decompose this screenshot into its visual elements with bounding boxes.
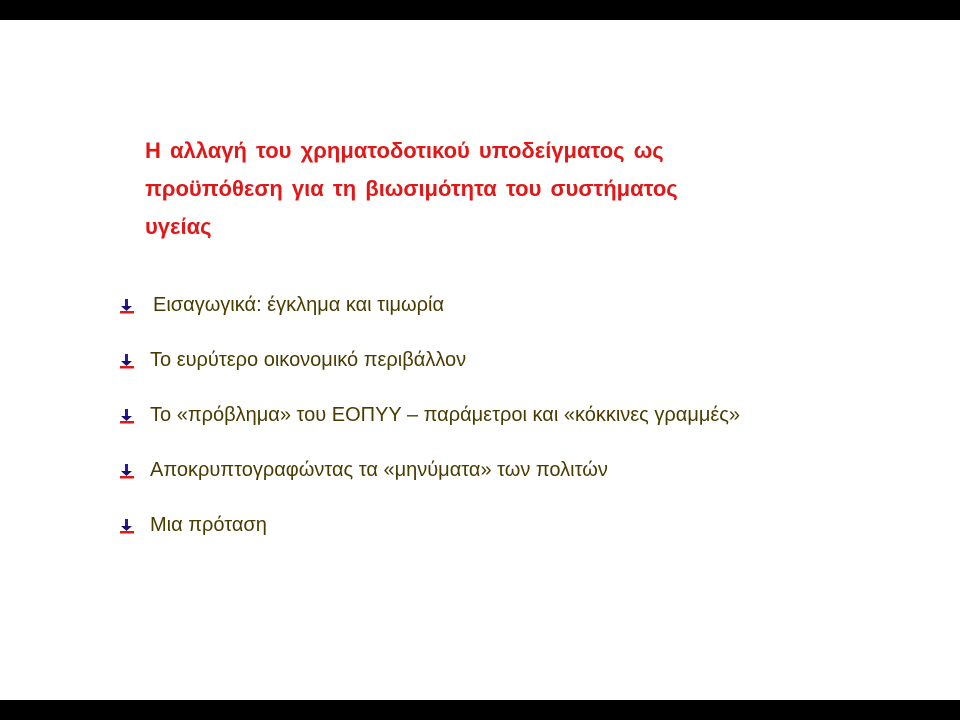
down-arrow-bullet-icon [120,353,134,369]
title-line-2: προϋπόθεση για τη βιωσιμότητα του συστήματος [145,176,678,201]
bullet-text: Αποκρυπτογραφώντας τα «μηνύματα» των πολιτών [150,459,608,481]
slide-title [145,132,845,246]
title-line-3: υγείας [145,214,212,239]
bullet-text: Το ευρύτερο οικονομικό περιβάλλον [150,349,467,371]
title-line-1: Η αλλαγή του χρηματοδοτικού υποδείγματος ως [145,138,664,163]
bullet-text: Εισαγωγικά: έγκλημα και τιμωρία [153,294,445,316]
bullet-text: Το «πρόβλημα» του ΕΟΠΥΥ – παράμετροι και «κόκκινες γραμμές» [150,404,741,426]
list-item [120,443,740,498]
list-item [120,278,740,333]
list-item [120,388,740,443]
slide [0,20,960,700]
bullet-text: Μια πρόταση [150,514,267,536]
down-arrow-bullet-icon [120,463,134,479]
list-item [120,333,740,388]
bullet-list [120,278,740,553]
down-arrow-bullet-icon [120,298,134,314]
down-arrow-bullet-icon [120,408,134,424]
list-item [120,498,740,553]
down-arrow-bullet-icon [120,518,134,534]
